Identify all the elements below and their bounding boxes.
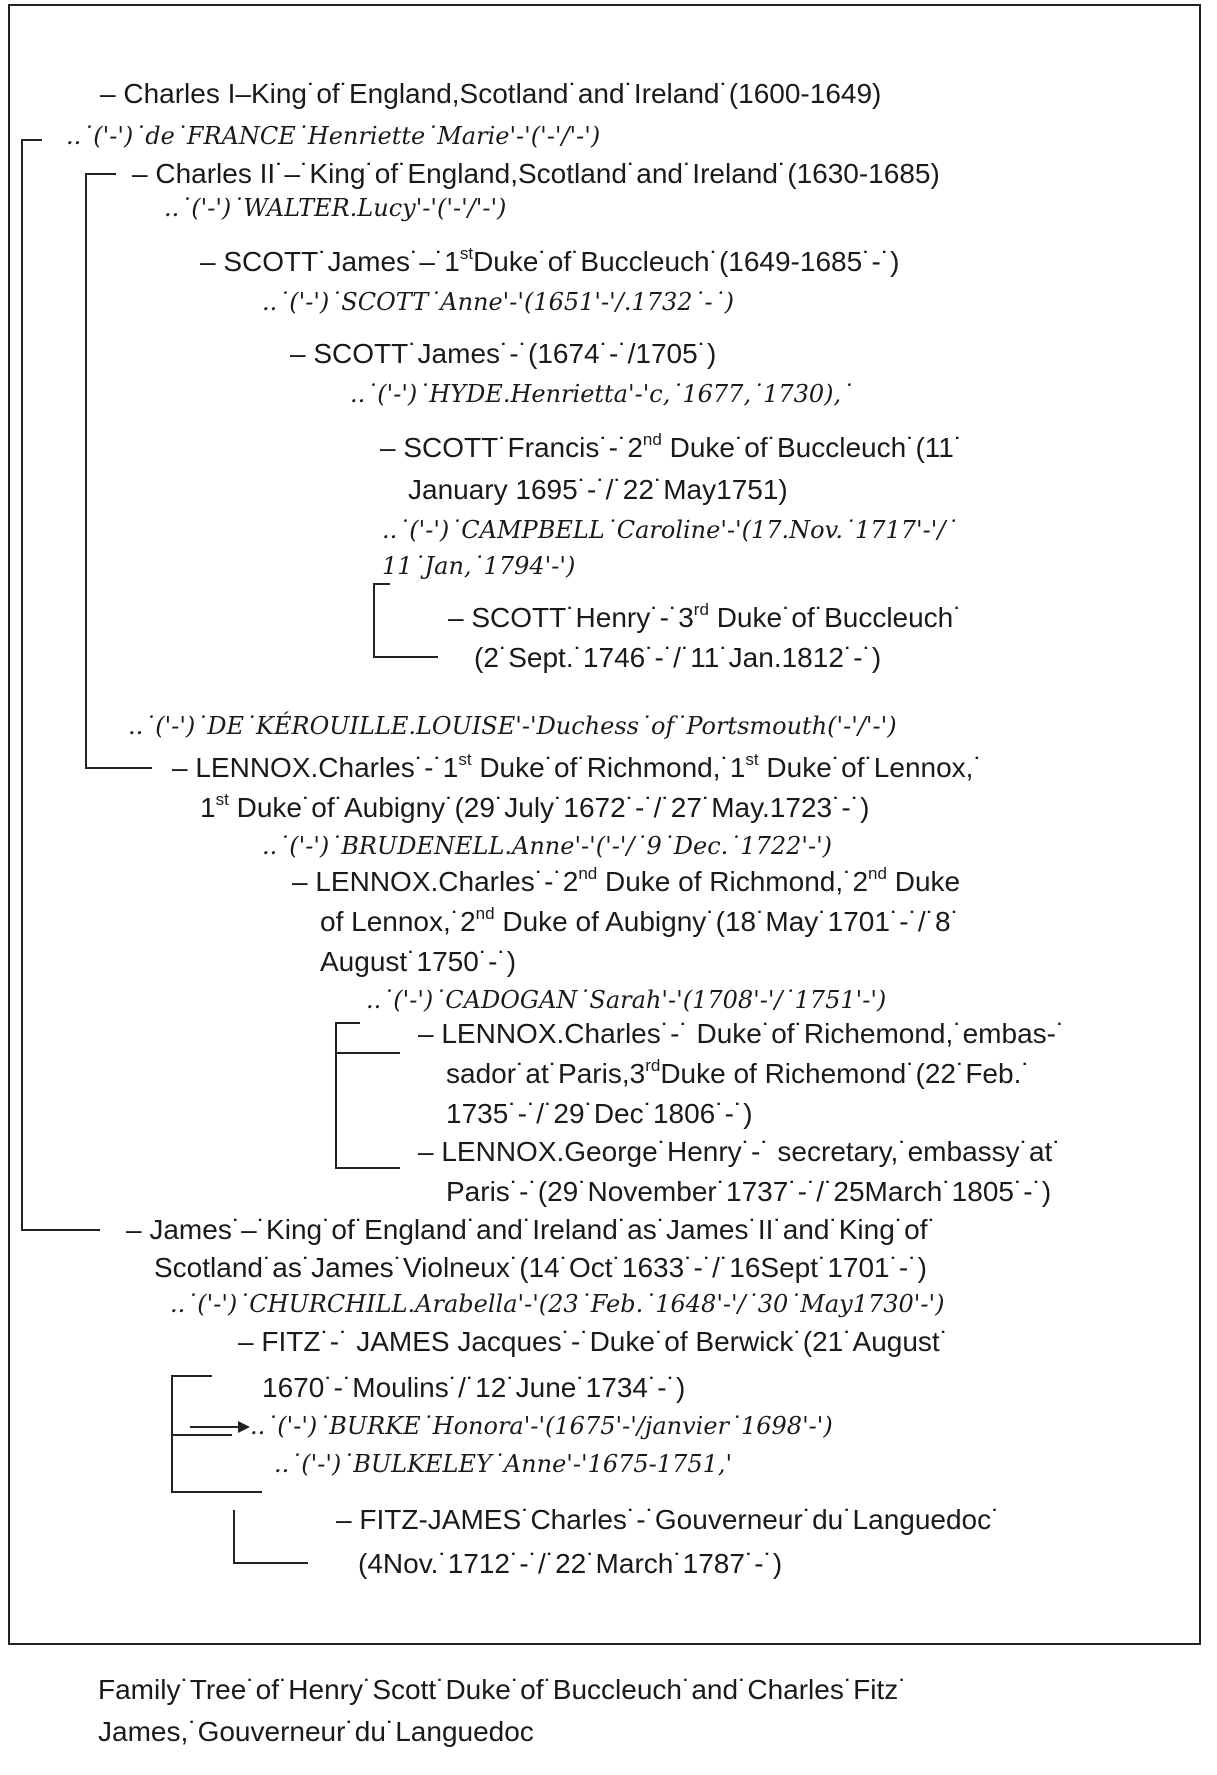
node-text: of Lennox,˙2	[320, 906, 476, 937]
spouse-brudenell: ..˙('-')˙BRUDENELL.Anne'-'('-'/˙9˙Dec.˙1722'-')	[262, 832, 833, 860]
spouse-scott-anne: ..˙('-')˙SCOTT˙Anne'-'(1651'-'/.1732˙-˙)	[262, 288, 734, 316]
node-lennox-charles-3rd-l2	[446, 1055, 1031, 1089]
ordinal: st	[459, 243, 474, 263]
node-text: – SCOTT˙Henry˙-˙3	[448, 602, 694, 633]
node-lennox-charles-3rd: – LENNOX.Charles˙-˙ Duke˙of˙Richemond,˙embas-˙	[418, 1018, 1066, 1049]
node-scott-henry-dates: (2˙Sept.˙1746˙-˙/˙11˙Jan.1812˙-˙)	[474, 642, 882, 673]
figure-caption-line2: James,˙Gouverneur˙du˙Languedoc	[98, 1716, 534, 1747]
node-text: – SCOTT˙James˙–˙1	[200, 246, 460, 277]
node-text: Duke˙of˙Lennox,˙	[758, 752, 983, 783]
ordinal: st	[458, 749, 472, 769]
spouse-hyde: ..˙('-')˙HYDE.Henrietta'-'c,˙1677,˙1730),˙	[350, 380, 854, 408]
spouse-campbell: ..˙('-')˙CAMPBELL˙Caroline'-'(17.Nov.˙1717'-'/˙	[382, 516, 958, 544]
ordinal: rd	[693, 599, 709, 619]
node-text: Duke	[886, 866, 961, 897]
connector-fitz-charles	[234, 1510, 308, 1563]
node-fitz-james-charles: – FITZ-JAMES˙Charles˙-˙Gouverneur˙du˙Languedoc˙	[336, 1504, 1001, 1535]
node-text: Duke˙of˙Buccleuch˙(11˙	[661, 432, 964, 463]
spouse-kerouille: ..˙('-')˙DE˙KÉROUILLE.LOUISE'-'Duchess˙of˙Portsmouth('-'/'-')	[128, 712, 897, 740]
ordinal: st	[745, 749, 759, 769]
node-text: – LENNOX.Charles˙-˙1	[172, 752, 459, 783]
ordinal: nd	[868, 863, 887, 883]
node-fitz-james-jacques: – FITZ˙-˙ JAMES Jacques˙-˙Duke˙of Berwick˙(21˙August˙	[238, 1326, 950, 1357]
node-lennox-george: – LENNOX.George˙Henry˙-˙ secretary,˙embassy˙at˙	[418, 1136, 1062, 1167]
node-charles-ii: – Charles II˙–˙King˙of˙England,Scotland˙and˙Ireland˙(1630-1685)	[132, 158, 940, 189]
node-lennox-charles-2nd-l3: August˙1750˙-˙)	[320, 946, 517, 977]
node-lennox-charles-2nd-l2	[320, 903, 960, 937]
node-text: Duke˙of˙Buccleuch˙	[708, 602, 963, 633]
spouse-henriette: ..˙('-')˙de˙FRANCE˙Henriette˙Marie'-'('-'/'-')	[66, 122, 601, 150]
node-text: Duke of Richemond˙(22˙Feb.˙	[660, 1058, 1031, 1089]
arrow-icon	[190, 1421, 250, 1433]
ordinal: nd	[642, 429, 662, 449]
node-text: Duke˙of˙Buccleuch˙(1649-1685˙-˙)	[473, 246, 900, 277]
spouse-burke: ..˙('-')˙BURKE˙Honora'-'(1675'-'/janvier˙1698'-')	[250, 1412, 833, 1440]
node-text: Duke˙of˙Richmond,˙1	[471, 752, 746, 783]
node-scott-henry	[448, 599, 963, 633]
node-text: – LENNOX.Charles˙-˙2	[292, 866, 579, 897]
node-text: – SCOTT˙Francis˙-˙2	[380, 432, 643, 463]
spouse-walter: ..˙('-')˙WALTER.Lucy'-'('-'/'-')	[164, 194, 507, 222]
node-scott-james-1st	[200, 243, 900, 277]
node-lennox-charles-1st-l2	[200, 789, 870, 823]
spouse-churchill: ..˙('-')˙CHURCHILL.Arabella'-'(23˙Feb.˙1648'-'/˙30˙May1730'-')	[170, 1290, 945, 1318]
node-james-ii-l2: Scotland˙as˙James˙Violneux˙(14˙Oct˙1633˙-˙/˙16Sept˙1701˙-˙)	[154, 1252, 927, 1283]
node-fitz-james-jacques-l2: 1670˙-˙Moulins˙/˙12˙June˙1734˙-˙)	[262, 1372, 686, 1403]
spouse-campbell-dates: 11˙Jan,˙1794'-')	[382, 552, 576, 580]
node-charles-i: – Charles I–King˙of˙England,Scotland˙and˙Ireland˙(1600-1649)	[100, 78, 882, 109]
spouse-bulkeley: ..˙('-')˙BULKELEY˙Anne'-'1675-1751,'	[274, 1450, 733, 1478]
ordinal: st	[215, 789, 229, 809]
node-text: sador˙at˙Paris,3	[446, 1058, 646, 1089]
node-lennox-charles-1st	[172, 749, 983, 783]
connector-lennox-children	[336, 1023, 400, 1168]
node-scott-francis-dates: January 1695˙-˙/˙22˙May1751)	[408, 474, 788, 505]
ordinal: rd	[645, 1055, 661, 1075]
node-scott-james: – SCOTT˙James˙-˙(1674˙-˙/1705˙)	[290, 338, 717, 369]
connector-charles-ii	[86, 174, 152, 768]
ordinal: nd	[475, 903, 495, 923]
node-text: Duke of Richmond,˙2	[597, 866, 869, 897]
connector-henry	[374, 584, 438, 657]
node-james-ii: – James˙–˙King˙of˙England˙and˙Ireland˙as˙James˙II˙and˙King˙of˙	[126, 1214, 937, 1245]
node-scott-francis	[380, 429, 964, 463]
node-text: Duke of Aubigny˙(18˙May˙1701˙-˙/˙8˙	[494, 906, 960, 937]
node-fitz-james-charles-l2: (4Nov.˙1712˙-˙/˙22˙March˙1787˙-˙)	[358, 1548, 783, 1579]
ordinal: nd	[578, 863, 598, 883]
figure-caption-line1: Family˙Tree˙of˙Henry˙Scott˙Duke˙of˙Buccleuch˙and˙Charles˙Fitz˙	[98, 1674, 908, 1705]
spouse-cadogan: ..˙('-')˙CADOGAN˙Sarah'-'(1708'-'/˙1751'-')	[366, 986, 887, 1014]
node-lennox-charles-3rd-l3: 1735˙-˙/˙29˙Dec˙1806˙-˙)	[446, 1098, 753, 1129]
node-text: Duke˙of˙Aubigny˙(29˙July˙1672˙-˙/˙27˙May.1723˙-˙)	[228, 792, 870, 823]
connector-charles-i	[22, 140, 100, 1230]
node-lennox-george-l2: Paris˙-˙(29˙November˙1737˙-˙/˙25March˙1805˙-˙)	[446, 1176, 1052, 1207]
node-text: 1	[200, 792, 216, 823]
node-lennox-charles-2nd	[292, 863, 961, 897]
